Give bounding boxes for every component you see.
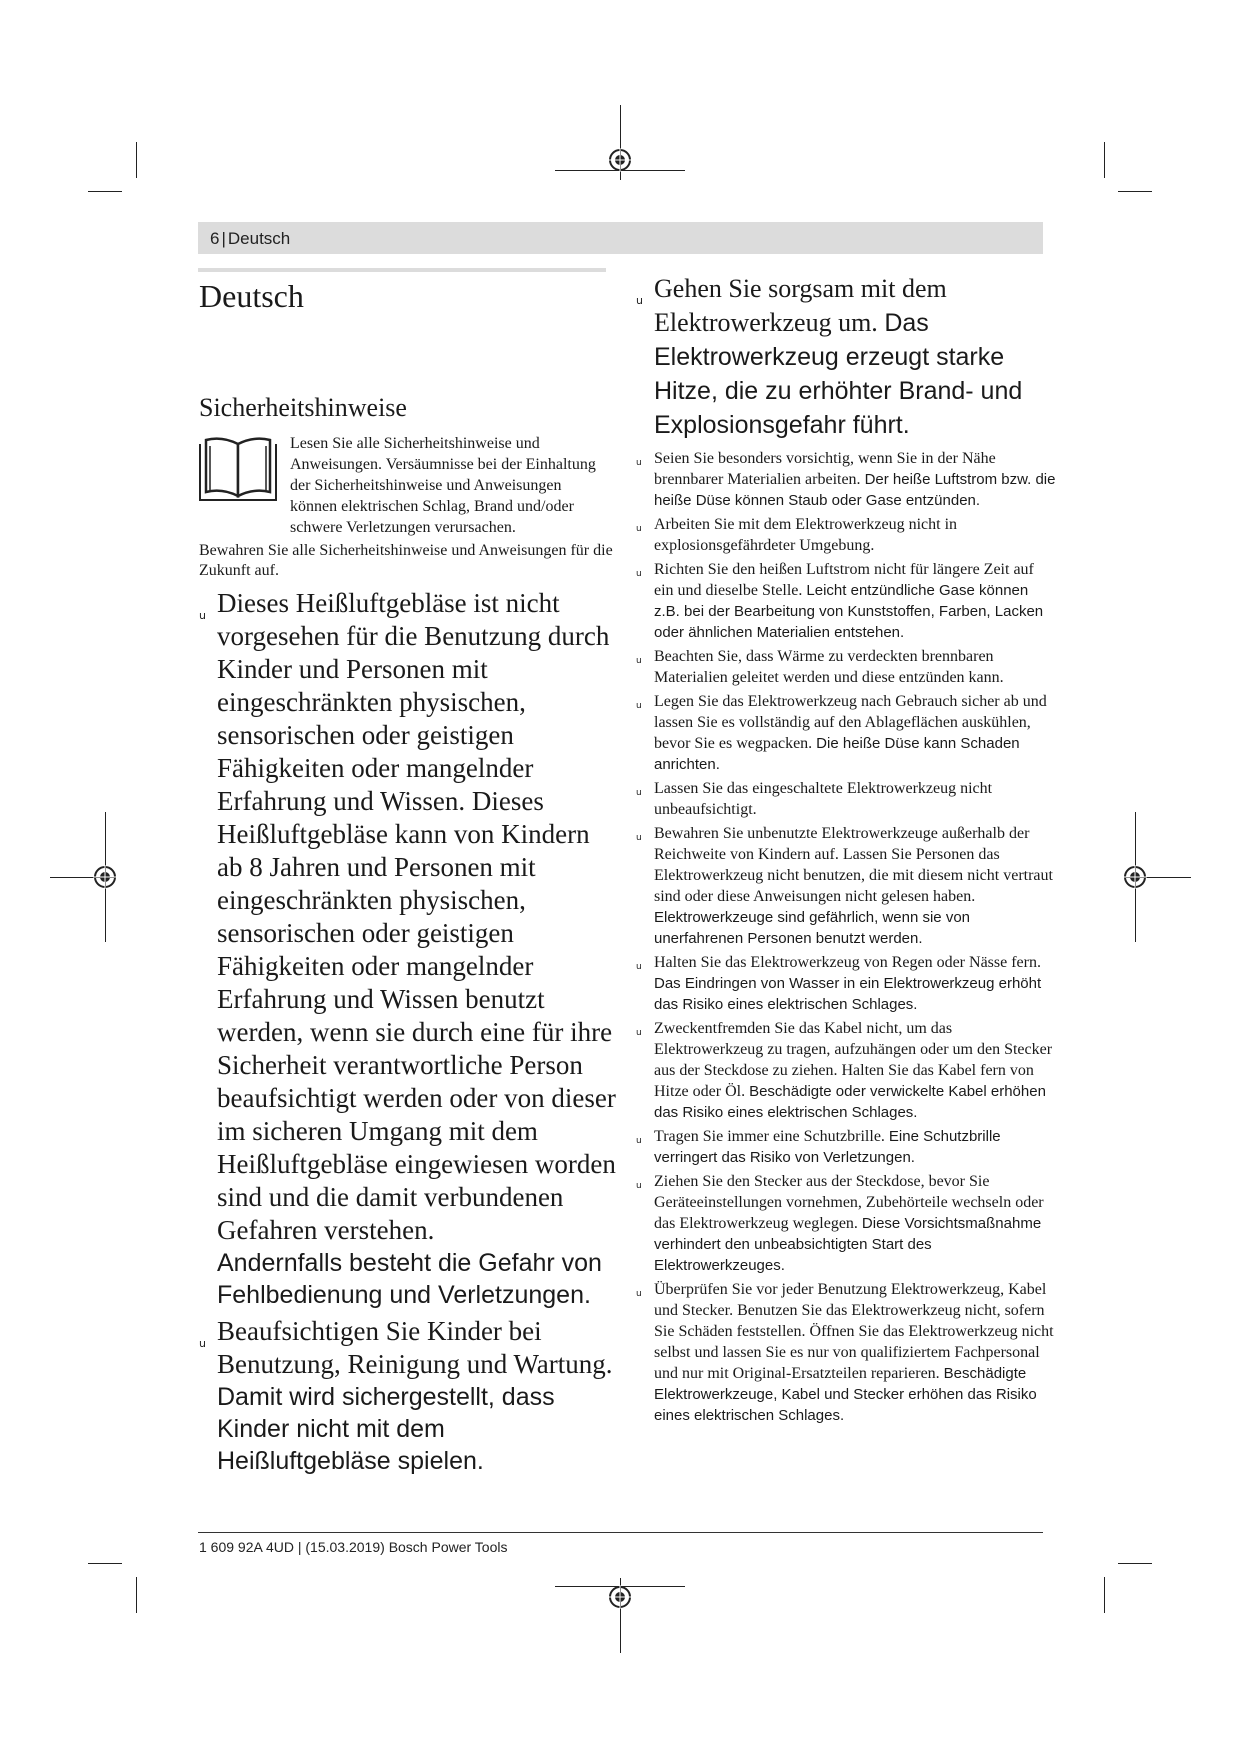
crop-mark <box>1104 142 1105 178</box>
list-item <box>199 587 619 1311</box>
item-note: Elektrowerkzeuge sind gefährlich, wenn sie von unerfahrenen Personen benutzt werden. <box>654 909 971 947</box>
list-item <box>636 952 1056 1015</box>
keep-instructions-notice: Bewahren Sie alle Sicherheitshinweise und Anweisungen für die Zukunft auf. <box>199 542 613 579</box>
bullet-icon: u <box>636 1136 642 1146</box>
footer-rule <box>198 1532 1043 1533</box>
item-text: Halten Sie das Elektrowerkzeug von Regen oder Nässe fern. <box>654 954 1041 971</box>
registration-target-icon <box>1123 865 1147 889</box>
bullet-icon: u <box>636 833 642 843</box>
list-item <box>636 646 1056 688</box>
item-note: Leicht entzündliche Gase können z.B. bei der Bearbeitung von Kunststoffen, Farben, Lacken oder ähnlichen Materialien entstehen. <box>654 582 1044 641</box>
bullet-icon: u <box>636 294 643 307</box>
doc-number: 1 609 92A 4UD <box>199 1539 294 1555</box>
page-title: Deutsch <box>199 278 304 314</box>
item-text: Dieses Heißluftgebläse ist nicht vorgesehen für die Benutzung durch Kinder und Personen mit eingeschränkten physischen, sensorischen oder geistigen Fähigkeiten oder mangelnder Erfahrung und Wissen. Dieses Heißluftgebläse kann von Kindern ab 8 Jahren und Personen mit eingeschränkten physischen, sensorischen oder geistigen Fähigkeiten oder mangelnder Erfahrung und Wissen benutzt werden, wenn sie durch eine für ihre Sicherheit verantwortliche Person beaufsichtigt werden oder von dieser im sicheren Umgang mit dem Heißluftgebläse eingewiesen worden sind und die damit verbundenen Gefahren verstehen. <box>217 588 616 1245</box>
bullet-icon: u <box>636 524 642 534</box>
bullet-icon: u <box>636 1181 642 1191</box>
read-instructions-notice: Lesen Sie alle Sicherheitshinweise und Anweisungen. Versäumnisse bei der Einhaltung der Sicherheitshinweise und Anweisungen können elektrischen Schlag, Brand und/oder schwere Verletzungen verursachen. <box>290 435 596 536</box>
list-item <box>636 691 1056 775</box>
crop-mark <box>88 1563 122 1564</box>
list-item <box>636 1126 1056 1168</box>
registration-target-icon <box>608 148 632 172</box>
header-section: Deutsch <box>227 229 291 248</box>
item-text: Seien Sie besonders vorsichtig, wenn Sie in der Nähe brennbarer Materialien arbeiten. <box>654 450 996 488</box>
list-item <box>636 1018 1056 1123</box>
section-heading: Sicherheitshinweise <box>199 393 407 422</box>
item-note: Der heiße Luftstrom bzw. die heiße Düse können Staub oder Gase entzünden. <box>654 471 1056 509</box>
bullet-icon: u <box>636 788 642 798</box>
item-text: Beachten Sie, dass Wärme zu verdeckten brennbaren Materialien geleitet werden und diese entzünden kann. <box>654 648 1004 686</box>
list-item <box>636 514 1056 556</box>
bullet-icon: u <box>636 962 642 972</box>
list-item <box>636 559 1056 643</box>
item-note: Beschädigte Elektrowerkzeuge, Kabel und Stecker erhöhen das Risiko eines elektrischen Schlages. <box>654 1365 1037 1424</box>
list-item <box>636 1171 1056 1276</box>
footer: 1 609 92A 4UD | (15.03.2019) Bosch Power Tools <box>199 1539 508 1555</box>
bullet-icon: u <box>636 569 642 579</box>
bullet-icon: u <box>636 458 642 468</box>
page-number: 6 <box>210 229 220 248</box>
item-text: Lassen Sie das eingeschaltete Elektrowerkzeug nicht unbeaufsichtigt. <box>654 780 993 818</box>
running-header <box>210 229 290 249</box>
list-item <box>636 272 1056 442</box>
header-separator: | <box>221 229 226 248</box>
item-text: Tragen Sie immer eine Schutzbrille. <box>654 1128 885 1145</box>
bullet-icon: u <box>199 609 206 622</box>
registration-target-icon <box>93 865 117 889</box>
crop-mark <box>1118 1563 1152 1564</box>
item-note: Die heiße Düse kann Schaden anrichten. <box>654 735 1020 773</box>
open-book-icon <box>198 436 278 504</box>
crop-mark <box>136 1577 137 1613</box>
item-text: Bewahren Sie unbenutzte Elektrowerkzeuge außerhalb der Reichweite von Kindern auf. Lassen Sie Personen das Elektrowerkzeug nicht benutzen, die mit diesem nicht vertraut sind oder diese Anweisungen nicht gelesen haben. <box>654 825 1053 905</box>
crop-mark <box>1104 1577 1105 1613</box>
list-item <box>199 1315 619 1477</box>
item-note: Das Eindringen von Wasser in ein Elektrowerkzeug erhöht das Risiko eines elektrischen Schlages. <box>654 975 1042 1013</box>
item-text: Arbeiten Sie mit dem Elektrowerkzeug nicht in explosionsgefährdeter Umgebung. <box>654 516 958 554</box>
registration-target-icon <box>608 1585 632 1609</box>
bullet-icon: u <box>636 701 642 711</box>
doc-date: (15.03.2019) <box>305 1539 385 1555</box>
list-item <box>636 778 1056 820</box>
item-note: Andernfalls besteht die Gefahr von Fehlbedienung und Verletzungen. <box>217 1249 602 1309</box>
item-text: Zweckentfremden Sie das Kabel nicht, um das Elektrowerkzeug zu tragen, aufzuhängen oder um den Stecker aus der Steckdose zu ziehen. Halten Sie das Kabel fern von Hitze oder Öl. <box>654 1020 1053 1100</box>
bullet-icon: u <box>636 1028 642 1038</box>
bullet-icon: u <box>636 1289 642 1299</box>
crop-mark <box>88 191 122 192</box>
item-note: Diese Vorsichtsmaßnahme verhindert den unbeabsichtigten Start des Elektrowerkzeuges. <box>654 1215 1042 1274</box>
item-text: Richten Sie den heißen Luftstrom nicht für längere Zeit auf ein und dieselbe Stelle. <box>654 561 1034 599</box>
list-item <box>636 448 1056 511</box>
header-bar <box>198 222 1043 254</box>
title-rule <box>198 268 606 272</box>
list-item <box>636 823 1056 949</box>
list-item <box>636 1279 1056 1426</box>
item-text: Legen Sie das Elektrowerkzeug nach Gebrauch sicher ab und lassen Sie es vollständig auf den Ablageflächen auskühlen, bevor Sie es wegpacken. <box>654 693 1047 752</box>
item-text: Gehen Sie sorgsam mit dem Elektrowerkzeug um. <box>654 274 947 337</box>
left-column <box>199 587 619 1477</box>
item-note: Damit wird sichergestellt, dass Kinder nicht mit dem Heißluftgebläse spielen. <box>217 1383 555 1475</box>
company-name: Bosch Power Tools <box>388 1539 508 1555</box>
bullet-icon: u <box>636 656 642 666</box>
item-note: Beschädigte oder verwickelte Kabel erhöhen das Risiko eines elektrischen Schlages. <box>654 1083 1046 1121</box>
item-text: Ziehen Sie den Stecker aus der Steckdose, bevor Sie Geräteeinstellungen vornehmen, Zubehörteile wechseln oder das Elektrowerkzeug weglegen. <box>654 1173 1044 1232</box>
item-text: Beaufsichtigen Sie Kinder bei Benutzung, Reinigung und Wartung. <box>217 1316 613 1379</box>
crop-mark <box>1118 191 1152 192</box>
bullet-icon: u <box>199 1337 206 1350</box>
item-text: Überprüfen Sie vor jeder Benutzung Elektrowerkzeug, Kabel und Stecker. Benutzen Sie das Elektrowerkzeug nicht, sofern Sie Schäden feststellen. Öffnen Sie das Elektrowerkzeug nicht selbst und lassen Sie es nur von qualifiziertem Fachpersonal und nur mit Original-Ersatzteilen reparieren. <box>654 1281 1054 1382</box>
right-column <box>636 272 1056 1429</box>
crop-mark <box>136 142 137 178</box>
item-note: Eine Schutzbrille verringert das Risiko von Verletzungen. <box>654 1128 1001 1166</box>
item-note: Das Elektrowerkzeug erzeugt starke Hitze, die zu erhöhter Brand- und Explosionsgefahr führt. <box>654 309 1023 439</box>
